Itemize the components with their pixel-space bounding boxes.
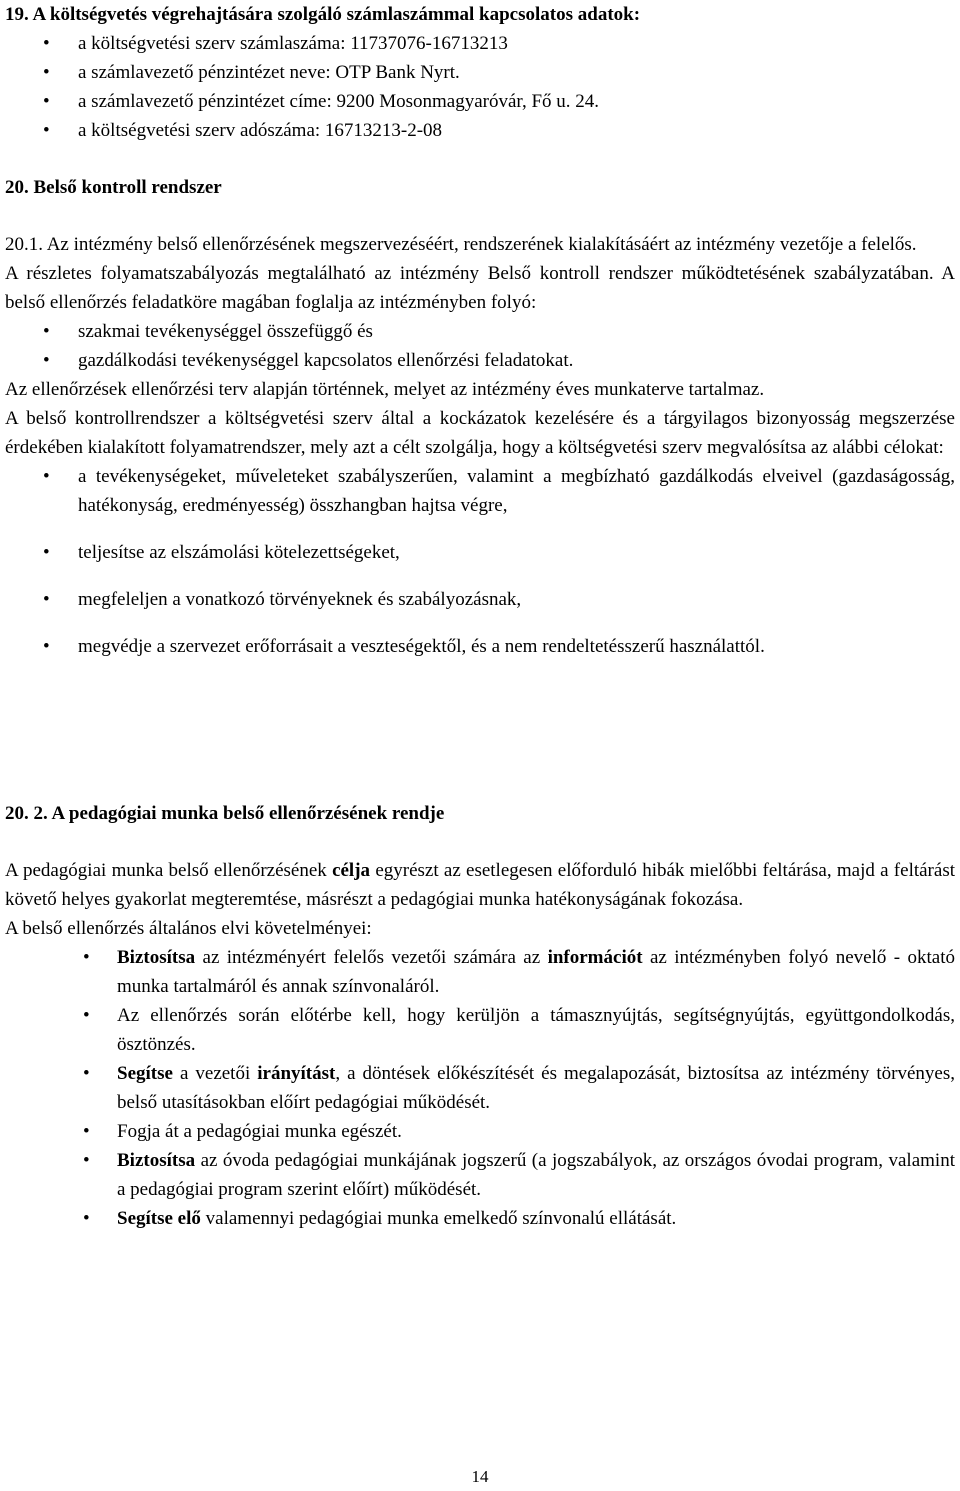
list-item: • a számlavezető pénzintézet címe: 9200 Mosonmagyaróvár, Fő u. 24. xyxy=(5,87,955,116)
list-item: • Fogja át a pedagógiai munka egészét. xyxy=(5,1117,955,1146)
list-text: az intézményben folyó nevelő - oktató munka tartalmáról és annak színvonaláról. xyxy=(117,947,955,997)
control-tasks-list xyxy=(5,317,955,375)
list-text: valamennyi pedagógiai munka emelkedő színvonalú ellátását. xyxy=(200,1208,677,1229)
list-item xyxy=(5,1059,955,1117)
emphasis: célja xyxy=(332,860,371,881)
list-item: • szakmai tevékenységgel összefüggő és xyxy=(5,317,955,346)
paragraph: Az ellenőrzések ellenőrzési terv alapján történnek, melyet az intézmény éves munkaterve tartalmaz. xyxy=(5,379,765,400)
list-item: • Az ellenőrzés során előtérbe kell, hogy kerüljön a támasznyújtás, segítségnyújtás, együttgondolkodás, ösztönzés. xyxy=(5,1001,955,1059)
list-item: • gazdálkodási tevékenységgel kapcsolatos ellenőrzési feladatokat. xyxy=(5,346,955,375)
paragraph-part: A belső ellenőrzés feladatköre magában foglalja az intézményben folyó: xyxy=(5,263,955,313)
emphasis: Biztosítsa xyxy=(117,947,196,968)
paragraph: 20.1. Az intézmény belső ellenőrzésének megszervezéséért, rendszerének kialakításáért az intézmény vezetője a felelős. xyxy=(5,234,917,255)
paragraph xyxy=(5,856,955,914)
list-item: • a költségvetési szerv számlaszáma: 11737076-16713213 xyxy=(5,29,955,58)
section-20-2-heading: 20. 2. A pedagógiai munka belső ellenőrzésének rendje xyxy=(5,803,445,824)
list-item: • a költségvetési szerv adószáma: 16713213-2-08 xyxy=(5,116,955,145)
list-text: a vezetői xyxy=(172,1063,258,1084)
section-19-heading: 19. A költségvetés végrehajtására szolgáló számlaszámmal kapcsolatos adatok: xyxy=(5,4,641,25)
requirements-list xyxy=(5,943,955,1233)
emphasis: információt xyxy=(547,947,643,968)
list-item: • a számlavezető pénzintézet neve: OTP Bank Nyrt. xyxy=(5,58,955,87)
page-number: 14 xyxy=(471,1467,489,1486)
emphasis: Segítse xyxy=(117,1063,173,1084)
paragraph-part: A pedagógiai munka belső ellenőrzésének xyxy=(5,860,333,881)
account-details-list xyxy=(5,29,955,145)
list-item: • teljesítse az elszámolási kötelezettségeket, xyxy=(5,538,955,567)
list-item: • a tevékenységeket, műveleteket szabályszerűen, valamint a megbízható gazdálkodás elveivel (gazdaságosság, hatékonyság, eredményesség) összhangban hajtsa végre, xyxy=(5,462,955,520)
paragraph xyxy=(5,259,955,317)
list-text: az óvoda pedagógiai munkájának jogszerű (a jogszabályok, az országos óvodai program, valamint a pedagógiai program szerint előírt) működését. xyxy=(117,1150,955,1200)
paragraph-part: A részletes folyamatszabályozás megtalálható az intézmény Belső kontroll rendszer működtetésének szabályzatában. xyxy=(5,263,934,284)
emphasis: Segítse elő xyxy=(117,1208,201,1229)
list-text: az intézményért felelős vezetői számára az xyxy=(195,947,548,968)
list-item: • megvédje a szervezet erőforrásait a veszteségektől, és a nem rendeltetésszerű használattól. xyxy=(5,632,955,661)
paragraph-part: egyrészt az esetlegesen előforduló hibák mielőbbi feltárása, majd a feltárást követő helyes gyakorlat megteremtése, másrészt a pedagógiai munka hatékonyságának fokozása. xyxy=(5,860,955,910)
objectives-list xyxy=(5,462,955,661)
list-item xyxy=(5,1146,955,1204)
list-text: , a döntések előkészítését és megalapozását, biztosítsa az intézmény törvényes, belső utasításokban előírt pedagógiai működését. xyxy=(117,1063,955,1113)
document-page xyxy=(5,0,955,1233)
paragraph: A belső ellenőrzés általános elvi követelményei: xyxy=(5,918,372,939)
emphasis: irányítást xyxy=(257,1063,336,1084)
paragraph: A belső kontrollrendszer a költségvetési szerv által a kockázatok kezelésére és a tárgyilagos bizonyosság megszerzése érdekében kialakított folyamatrendszer, mely azt a célt szolgálja, hogy a költségvetési szerv megvalósítsa az alábbi célokat: xyxy=(5,408,955,458)
section-20-heading: 20. Belső kontroll rendszer xyxy=(5,177,222,198)
emphasis: Biztosítsa xyxy=(117,1150,196,1171)
list-item: • megfeleljen a vonatkozó törvényeknek és szabályozásnak, xyxy=(5,585,955,614)
list-item xyxy=(5,1204,955,1233)
list-item xyxy=(5,943,955,1001)
